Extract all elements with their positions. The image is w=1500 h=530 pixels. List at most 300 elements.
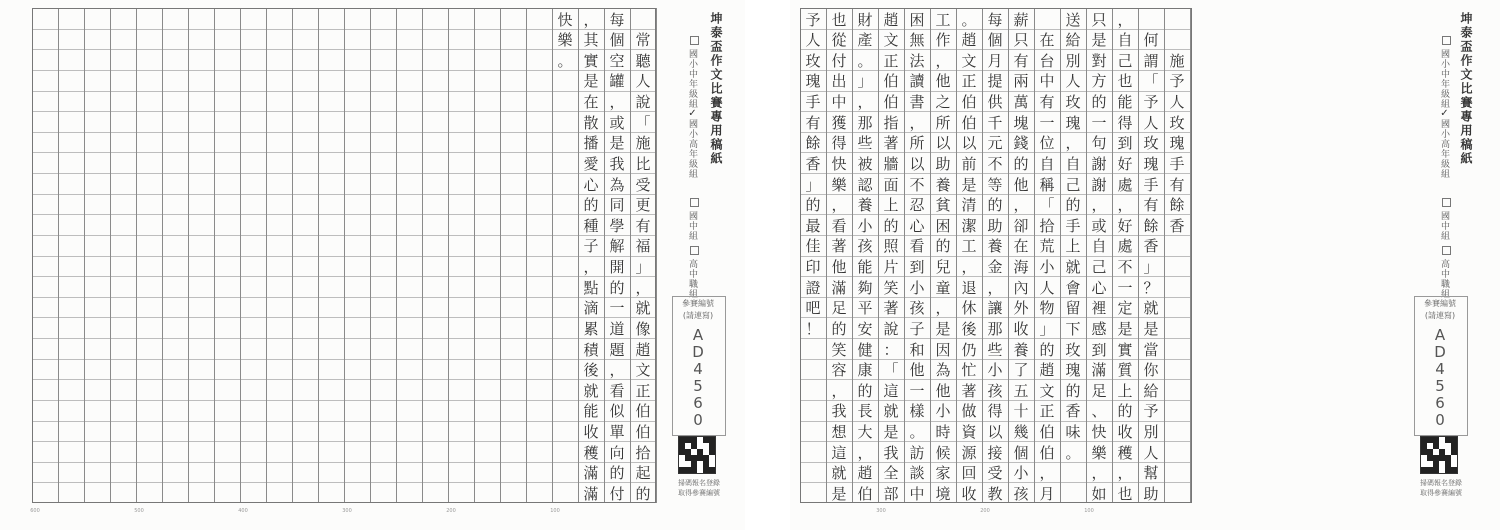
essay-character: 工	[935, 10, 951, 29]
essay-character	[630, 8, 656, 30]
essay-character: 時	[935, 423, 951, 441]
category-label: 國小中年級組	[687, 49, 697, 109]
essay-character: 康	[857, 361, 873, 380]
essay-character: 在	[583, 93, 599, 111]
essay-sheet-page-1	[790, 0, 1500, 530]
essay-character: 人	[1169, 93, 1185, 111]
essay-character: 小	[1039, 258, 1055, 276]
punctuation-mark: ，	[1013, 196, 1029, 215]
essay-column	[1164, 8, 1190, 503]
essay-character: 瑰	[1065, 113, 1081, 132]
essay-character: 有	[1013, 51, 1029, 70]
essay-character: 其	[583, 31, 599, 50]
essay-character: 對	[1091, 51, 1107, 70]
essay-character: 自	[1039, 154, 1055, 173]
essay-column	[1138, 8, 1164, 503]
essay-character: 他	[935, 72, 951, 91]
form-sidebar-page-2	[668, 8, 740, 522]
essay-character: 一	[609, 299, 625, 318]
essay-character: 就	[1065, 258, 1081, 276]
essay-character: 快	[1091, 423, 1107, 441]
essay-character: 貧	[935, 196, 951, 215]
essay-character: 予	[1143, 93, 1159, 111]
punctuation-mark: ，	[583, 10, 599, 29]
manuscript-grid-page-2	[32, 8, 656, 503]
essay-character: 幾	[1013, 423, 1029, 441]
essay-character: 滿	[583, 484, 599, 503]
essay-character: 常	[635, 31, 651, 50]
essay-character: 處	[1117, 175, 1133, 194]
essay-character: 己	[1065, 175, 1081, 194]
essay-character: 好	[1117, 154, 1133, 173]
checkbox-icon[interactable]	[1442, 198, 1451, 207]
essay-character: 玫	[805, 51, 821, 70]
essay-character	[1138, 8, 1164, 30]
essay-character: 會	[1065, 278, 1081, 297]
essay-character: 看	[909, 237, 925, 256]
essay-character: 向	[609, 443, 625, 462]
essay-character: 佳	[805, 237, 821, 256]
entry-id-character: A	[692, 326, 704, 344]
essay-character: 玫	[1065, 93, 1081, 111]
essay-character: 起	[635, 464, 651, 483]
essay-character: 月	[1039, 484, 1055, 503]
essay-column	[1008, 8, 1034, 503]
punctuation-mark: ，	[935, 299, 951, 318]
essay-character: 後	[961, 319, 977, 338]
essay-character: 心	[909, 216, 925, 235]
essay-character: 同	[609, 196, 625, 215]
checkbox-icon[interactable]	[1442, 246, 1451, 255]
essay-character: 所	[935, 113, 951, 132]
essay-character: 穫	[1117, 443, 1133, 462]
essay-character: 文	[883, 31, 899, 50]
essay-character: 樂	[1091, 443, 1107, 462]
page-gap	[745, 0, 790, 530]
essay-character: 物	[1039, 299, 1055, 318]
essay-character: 卻	[1013, 216, 1029, 235]
essay-character: 萬	[1013, 93, 1029, 111]
category-label: 國中組	[1439, 211, 1449, 241]
essay-character: 的	[583, 196, 599, 215]
essay-character: 伯	[857, 484, 873, 503]
essay-character: 困	[935, 216, 951, 235]
essay-character: 夠	[857, 278, 873, 297]
essay-character: 提	[987, 72, 1003, 91]
character-count-marker: 200	[446, 508, 456, 514]
essay-character: 只	[1091, 10, 1107, 29]
punctuation-mark: 「	[883, 361, 899, 380]
essay-character: 境	[935, 484, 951, 503]
checkbox-icon[interactable]	[690, 36, 699, 45]
essay-character: 瑰	[1169, 134, 1185, 153]
essay-character: 得	[1117, 113, 1133, 132]
essay-character: 滴	[583, 299, 599, 318]
essay-character: 的	[609, 464, 625, 483]
essay-character: 瑰	[1065, 361, 1081, 380]
essay-character: 趙	[1039, 361, 1055, 380]
essay-character: 個	[987, 31, 1003, 50]
essay-character: 忙	[961, 361, 977, 380]
essay-character: 說	[883, 319, 899, 338]
essay-character: 予	[1169, 72, 1185, 91]
essay-character: 快	[557, 10, 573, 29]
essay-character: 助	[987, 216, 1003, 235]
essay-character: 牆	[883, 154, 899, 173]
category-label: 國小高年級組	[1439, 119, 1449, 179]
essay-character: 是	[1117, 319, 1133, 338]
essay-character: 位	[1039, 134, 1055, 153]
qr-caption: 掃碼報名登錄	[678, 479, 720, 487]
essay-character: 清	[961, 196, 977, 215]
essay-character: 受	[635, 175, 651, 194]
essay-character: 自	[1117, 31, 1133, 50]
essay-character: 部	[883, 484, 899, 503]
essay-character: 我	[831, 402, 847, 421]
essay-character: 單	[609, 423, 625, 441]
qr-code-icon[interactable]	[678, 436, 716, 474]
essay-character: 一	[1091, 113, 1107, 132]
essay-character: 的	[883, 216, 899, 235]
punctuation-mark: ，	[609, 361, 625, 380]
punctuation-mark: ，	[1091, 464, 1107, 483]
essay-character: 積	[583, 340, 599, 359]
essay-character: 子	[583, 237, 599, 256]
essay-character: 收	[961, 484, 977, 503]
essay-character: 滿	[583, 464, 599, 483]
essay-character: 一	[1117, 278, 1133, 297]
essay-character: 內	[1013, 278, 1029, 297]
category-option[interactable]	[686, 108, 699, 179]
qr-caption: 掃碼報名登錄	[1420, 479, 1462, 487]
essay-character: 正	[1039, 402, 1055, 421]
essay-character: 在	[1039, 31, 1055, 50]
essay-character: 指	[883, 113, 899, 132]
essay-column	[852, 8, 878, 503]
essay-character: 文	[961, 51, 977, 70]
essay-character: 被	[857, 154, 873, 173]
category-label: 高中職組	[1439, 259, 1449, 299]
essay-character: 的	[1065, 381, 1081, 400]
essay-column	[904, 8, 930, 503]
essay-character: 施	[635, 134, 651, 153]
category-option[interactable]	[686, 36, 699, 109]
essay-character: 些	[987, 340, 1003, 359]
essay-character: 或	[609, 113, 625, 132]
checked-box-icon[interactable]: ✓	[1439, 108, 1450, 120]
essay-character	[1034, 8, 1060, 30]
essay-character: 到	[1117, 134, 1133, 153]
essay-character: 拾	[1039, 216, 1055, 235]
essay-column	[1034, 8, 1060, 503]
punctuation-mark: ，	[1039, 464, 1055, 483]
essay-character: 滿	[831, 278, 847, 297]
essay-character: 心	[1091, 278, 1107, 297]
essay-character	[1164, 8, 1190, 30]
essay-character: 足	[1091, 381, 1107, 400]
essay-character: 留	[1065, 299, 1081, 318]
essay-character: 施	[1169, 51, 1185, 70]
essay-character: 養	[857, 196, 873, 215]
essay-character: 播	[583, 134, 599, 153]
essay-character: 手	[1169, 154, 1185, 173]
essay-character: 長	[857, 402, 873, 421]
character-count-marker: 300	[876, 508, 886, 514]
essay-character: 十	[1013, 402, 1029, 421]
category-label: 國中組	[687, 211, 697, 241]
essay-character: 中	[1039, 72, 1055, 91]
essay-character: 有	[635, 216, 651, 235]
essay-character: 有	[1039, 93, 1055, 111]
essay-character: 海	[1013, 258, 1029, 276]
essay-character: 上	[1065, 237, 1081, 256]
essay-character: 片	[883, 258, 899, 276]
essay-character: 回	[961, 464, 977, 483]
punctuation-mark: ！	[805, 319, 821, 338]
punctuation-mark: 。	[909, 423, 925, 441]
essay-character: 做	[961, 402, 977, 421]
essay-character: 月	[987, 51, 1003, 70]
category-option[interactable]	[1438, 246, 1451, 299]
essay-character: 產	[857, 31, 873, 50]
essay-character: 容	[831, 361, 847, 380]
essay-character: 子	[909, 319, 925, 338]
essay-character: 累	[583, 319, 599, 338]
essay-character: 上	[1117, 381, 1133, 400]
category-option[interactable]	[686, 198, 699, 241]
essay-character: 付	[831, 51, 847, 70]
essay-character: 予	[1143, 402, 1159, 421]
essay-character: 和	[909, 340, 925, 359]
qr-caption: 取得參賽編號	[678, 489, 720, 497]
essay-character: 得	[831, 134, 847, 153]
essay-character: 香	[1169, 216, 1185, 235]
category-option[interactable]	[686, 246, 699, 299]
essay-character: 看	[831, 216, 847, 235]
essay-character: 養	[987, 237, 1003, 256]
essay-character: 一	[909, 381, 925, 400]
essay-character: 著	[883, 134, 899, 153]
essay-character: 玫	[1143, 134, 1159, 153]
essay-character: 福	[635, 237, 651, 256]
essay-character: 的	[635, 484, 651, 503]
essay-character: 的	[1091, 93, 1107, 111]
essay-character: 錢	[1013, 134, 1029, 153]
punctuation-mark: 」	[805, 175, 821, 194]
essay-character: 是	[831, 484, 847, 503]
checkbox-icon[interactable]	[1442, 36, 1451, 45]
essay-character: 也	[831, 10, 847, 29]
essay-character: 書	[909, 93, 925, 111]
essay-character: 得	[987, 402, 1003, 421]
entry-id-character: 0	[693, 411, 703, 429]
essay-character: 實	[583, 51, 599, 70]
essay-character: 從	[831, 31, 847, 50]
essay-character: 的	[609, 278, 625, 297]
essay-character: 趙	[883, 10, 899, 29]
essay-character: 心	[583, 175, 599, 194]
essay-character: 工	[961, 237, 977, 256]
checked-box-icon[interactable]: ✓	[687, 108, 698, 120]
essay-character: 受	[987, 464, 1003, 483]
form-sidebar-page-1	[1410, 8, 1496, 522]
essay-character: 著	[831, 237, 847, 256]
essay-character: 那	[987, 319, 1003, 338]
essay-character: 文	[1039, 381, 1055, 400]
essay-character: 荒	[1039, 237, 1055, 256]
punctuation-mark: ，	[987, 278, 1003, 297]
essay-character: 不	[1117, 258, 1133, 276]
essay-character: 自	[1091, 237, 1107, 256]
essay-character: 樣	[909, 402, 925, 421]
essay-character: 源	[961, 443, 977, 462]
essay-character: 正	[635, 381, 651, 400]
essay-column	[604, 8, 630, 503]
punctuation-mark: ，	[961, 258, 977, 276]
essay-character: 像	[635, 319, 651, 338]
essay-character: 的	[1039, 340, 1055, 359]
checkbox-icon[interactable]	[690, 246, 699, 255]
essay-character: 快	[831, 154, 847, 173]
category-option[interactable]	[1438, 198, 1451, 241]
entry-id-character: 4	[1435, 360, 1445, 378]
essay-character: 健	[857, 340, 873, 359]
essay-character: 外	[1013, 299, 1029, 318]
essay-character: 香	[1065, 402, 1081, 421]
essay-character: 伯	[635, 402, 651, 421]
essay-character: 候	[935, 443, 951, 462]
essay-character: 塊	[1013, 113, 1029, 132]
essay-column	[1112, 8, 1138, 503]
essay-character: 瑰	[805, 72, 821, 91]
essay-character: 著	[883, 299, 899, 318]
essay-character: 以	[987, 423, 1003, 441]
entry-id-character: 0	[1435, 411, 1445, 429]
essay-character: 也	[1117, 72, 1133, 91]
entry-id-character: D	[692, 343, 704, 361]
essay-character: 定	[1117, 299, 1133, 318]
essay-character: 玫	[1065, 340, 1081, 359]
essay-character: 孩	[909, 299, 925, 318]
entry-id-character: D	[1434, 343, 1446, 361]
entry-id-character: 6	[1435, 394, 1445, 412]
essay-character: 接	[987, 443, 1003, 462]
essay-character: 供	[987, 93, 1003, 111]
essay-character: 如	[1091, 484, 1107, 503]
essay-character: 不	[987, 154, 1003, 173]
essay-character: 法	[909, 51, 925, 70]
form-title: 坤泰盃作文比賽專用稿紙	[1459, 12, 1473, 166]
punctuation-mark: 「	[635, 113, 651, 132]
essay-character: 別	[1143, 423, 1159, 441]
essay-character: 香	[1143, 237, 1159, 256]
essay-character: 五	[1013, 381, 1029, 400]
form-title: 坤泰盃作文比賽專用稿紙	[709, 12, 723, 166]
essay-character: 稱	[1039, 175, 1055, 194]
essay-character: 是	[935, 319, 951, 338]
essay-character: 裡	[1091, 299, 1107, 318]
essay-character: 給	[1065, 31, 1081, 50]
essay-character: 的	[1065, 196, 1081, 215]
category-option[interactable]	[1438, 108, 1451, 179]
essay-character: 忍	[909, 196, 925, 215]
essay-character: 前	[961, 154, 977, 173]
essay-character: 的	[805, 196, 821, 215]
essay-character: 趙	[857, 464, 873, 483]
character-count-marker: 500	[134, 508, 144, 514]
essay-character: 所	[909, 134, 925, 153]
essay-character: 付	[609, 484, 625, 503]
essay-character: 好	[1117, 216, 1133, 235]
essay-character: 就	[583, 381, 599, 400]
punctuation-mark: ，	[909, 113, 925, 132]
essay-character: 上	[883, 196, 899, 215]
essay-character: 己	[1117, 51, 1133, 70]
punctuation-mark: ，	[609, 93, 625, 111]
category-option[interactable]	[1438, 36, 1451, 109]
essay-character: 瑰	[1143, 154, 1159, 173]
essay-character: 休	[961, 299, 977, 318]
essay-character: 更	[635, 196, 651, 215]
essay-character: 伯	[635, 423, 651, 441]
category-label: 國小中年級組	[1439, 49, 1449, 109]
essay-character: 學	[609, 216, 625, 235]
punctuation-mark: 」	[635, 258, 651, 276]
punctuation-mark: ，	[857, 93, 873, 111]
essay-character: 最	[805, 216, 821, 235]
essay-character: 教	[987, 484, 1003, 503]
checkbox-icon[interactable]	[690, 198, 699, 207]
essay-character: 印	[805, 258, 821, 276]
essay-character: 下	[1065, 319, 1081, 338]
essay-character: 謝	[1091, 175, 1107, 194]
entry-id-character: 4	[693, 360, 703, 378]
essay-character: 仍	[961, 340, 977, 359]
essay-character: 他	[1013, 175, 1029, 194]
essay-character: 每	[609, 10, 625, 29]
essay-character: 的	[987, 196, 1003, 215]
essay-character: 的	[857, 381, 873, 400]
entry-id-character: 5	[693, 377, 703, 395]
essay-character: 一	[1039, 113, 1055, 132]
punctuation-mark: 」	[1039, 319, 1055, 338]
essay-character: 人	[1143, 443, 1159, 462]
essay-character: 只	[1013, 31, 1029, 50]
punctuation-mark: ，	[1091, 196, 1107, 215]
essay-character: 玫	[1169, 113, 1185, 132]
essay-character: 也	[1117, 484, 1133, 503]
essay-character: 家	[935, 464, 951, 483]
character-count-marker: 200	[980, 508, 990, 514]
essay-character: 孩	[857, 237, 873, 256]
essay-character: 點	[583, 278, 599, 297]
essay-character: 人	[805, 31, 821, 50]
essay-character: 他	[831, 258, 847, 276]
essay-character: 的	[831, 319, 847, 338]
essay-character: 人	[1065, 72, 1081, 91]
essay-column	[1086, 8, 1112, 503]
essay-character: 方	[1091, 72, 1107, 91]
essay-character: 到	[909, 258, 925, 276]
essay-character: 伯	[961, 93, 977, 111]
entry-id-character: 5	[1435, 377, 1445, 395]
qr-code-icon[interactable]	[1420, 436, 1458, 474]
essay-character: 個	[1013, 443, 1029, 462]
essay-character: 為	[609, 175, 625, 194]
essay-character: 為	[935, 361, 951, 380]
essay-character: 說	[635, 93, 651, 111]
essay-character: 兩	[1013, 72, 1029, 91]
